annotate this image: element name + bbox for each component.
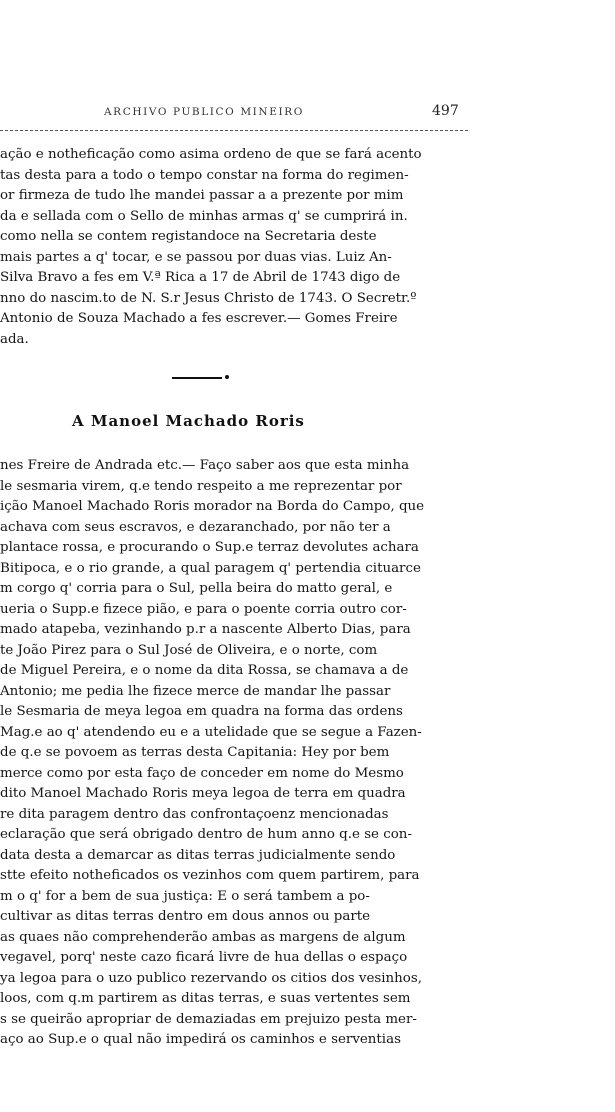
- text-line: de q.e se povoem as terras desta Capitania: Hey por bem: [0, 745, 390, 760]
- page-number: 497: [432, 103, 459, 119]
- section-divider-dot: [225, 375, 229, 379]
- text-line: or firmeza de tudo lhe mandei passar a a prezente por mim: [0, 188, 404, 203]
- text-line: vegavel, porq' neste cazo ficará livre de hua dellas o espaço: [0, 950, 408, 965]
- text-line: Mag.e ao q' atendendo eu e a utelidade que se segue a Fazen-: [0, 724, 422, 740]
- text-line: aço ao Sup.e o qual não impedirá os caminhos e serventias: [0, 1032, 401, 1047]
- text-line: de Miguel Pereira, e o nome da dita Rossa, se chamava a de: [0, 663, 409, 678]
- text-line: le sesmaria virem, q.e tendo respeito a me reprezentar por: [0, 478, 402, 494]
- text-line: mado atapeba, vezinhando p.r a nascente Alberto Dias, para: [0, 622, 411, 637]
- text-line: mais partes a q' tocar, e se passou por duas vias. Luiz An-: [0, 249, 392, 265]
- text-line: plantace rossa, e procurando o Sup.e terraz devolutes achara: [0, 540, 419, 555]
- text-line: Bitipoca, e o rio grande, a qual paragem q' pertendia cituarce: [0, 560, 421, 576]
- text-line: nno do nascim.to de N. S.r Jesus Christo de 1743. O Secretr.º: [0, 290, 417, 306]
- text-line: as quaes não comprehenderão ambas as margens de algum: [0, 929, 406, 945]
- text-line: data desta a demarcar as ditas terras judicialmente sendo: [0, 847, 396, 863]
- section-title: A Manoel Machado Roris: [72, 412, 305, 430]
- text-line: Antonio de Souza Machado a fes escrever.— Gomes Freire: [0, 311, 398, 326]
- text-line: m corgo q' corria para o Sul, pella beira do matto geral, e: [0, 581, 393, 596]
- text-line: te João Pirez para o Sul José de Oliveira, e o norte, com: [0, 642, 378, 658]
- text-line: da e sellada com o Sello de minhas armas q' se cumprirá in.: [0, 208, 408, 224]
- header-rule: [0, 130, 468, 131]
- text-line: le Sesmaria de meya legoa em quadra na forma das ordens: [0, 704, 403, 719]
- text-line: ueria o Supp.e fizece pião, e para o poente corria outro cor-: [0, 601, 407, 617]
- section-divider: [172, 377, 222, 379]
- text-line: ada.: [0, 331, 29, 347]
- paragraph-sesmaria-grant: [0, 456, 470, 1051]
- text-line: s se queirão apropriar de demaziadas em prejuizo pesta mer-: [0, 1011, 417, 1027]
- text-line: re dita paragem dentro das confrontaçoenz mencionadas: [0, 806, 389, 822]
- text-line: m o q' for a bem de sua justiça: E o será tambem a po-: [0, 888, 370, 904]
- text-line: ya legoa para o uzo publico rezervando os citios dos vesinhos,: [0, 970, 422, 986]
- text-line: Antonio; me pedia lhe fizece merce de mandar lhe passar: [0, 683, 391, 699]
- text-line: ição Manoel Machado Roris morador na Borda do Campo, que: [0, 499, 425, 514]
- text-line: dito Manoel Machado Roris meya legoa de terra em quadra: [0, 786, 406, 801]
- text-line: eclaração que será obrigado dentro de hum anno q.e se con-: [0, 827, 412, 842]
- running-title: ARCHIVO PUBLICO MINEIRO: [104, 106, 304, 118]
- text-line: ação e notheficação como asima ordeno de que se fará acento: [0, 147, 422, 162]
- text-line: loos, com q.m partirem as ditas terras, e suas vertentes sem: [0, 991, 411, 1006]
- text-line: Silva Bravo a fes em V.ª Rica a 17 de Abril de 1743 digo de: [0, 270, 401, 285]
- paragraph-previous-document: [0, 145, 470, 350]
- text-line: como nella se contem registandoce na Secretaria deste: [0, 229, 377, 244]
- text-line: merce como por esta faço de conceder em nome do Mesmo: [0, 765, 404, 781]
- text-line: cultivar as ditas terras dentro em dous annos ou parte: [0, 909, 371, 924]
- text-line: tas desta para a todo o tempo constar na forma do regimen-: [0, 167, 409, 183]
- text-line: achava com seus escravos, e dezaranchado, por não ter a: [0, 519, 391, 535]
- running-header: [0, 100, 470, 120]
- text-line: stte efeito notheficados os vezinhos com quem partirem, para: [0, 868, 420, 883]
- text-line: nes Freire de Andrada etc.— Faço saber aos que esta minha: [0, 458, 410, 473]
